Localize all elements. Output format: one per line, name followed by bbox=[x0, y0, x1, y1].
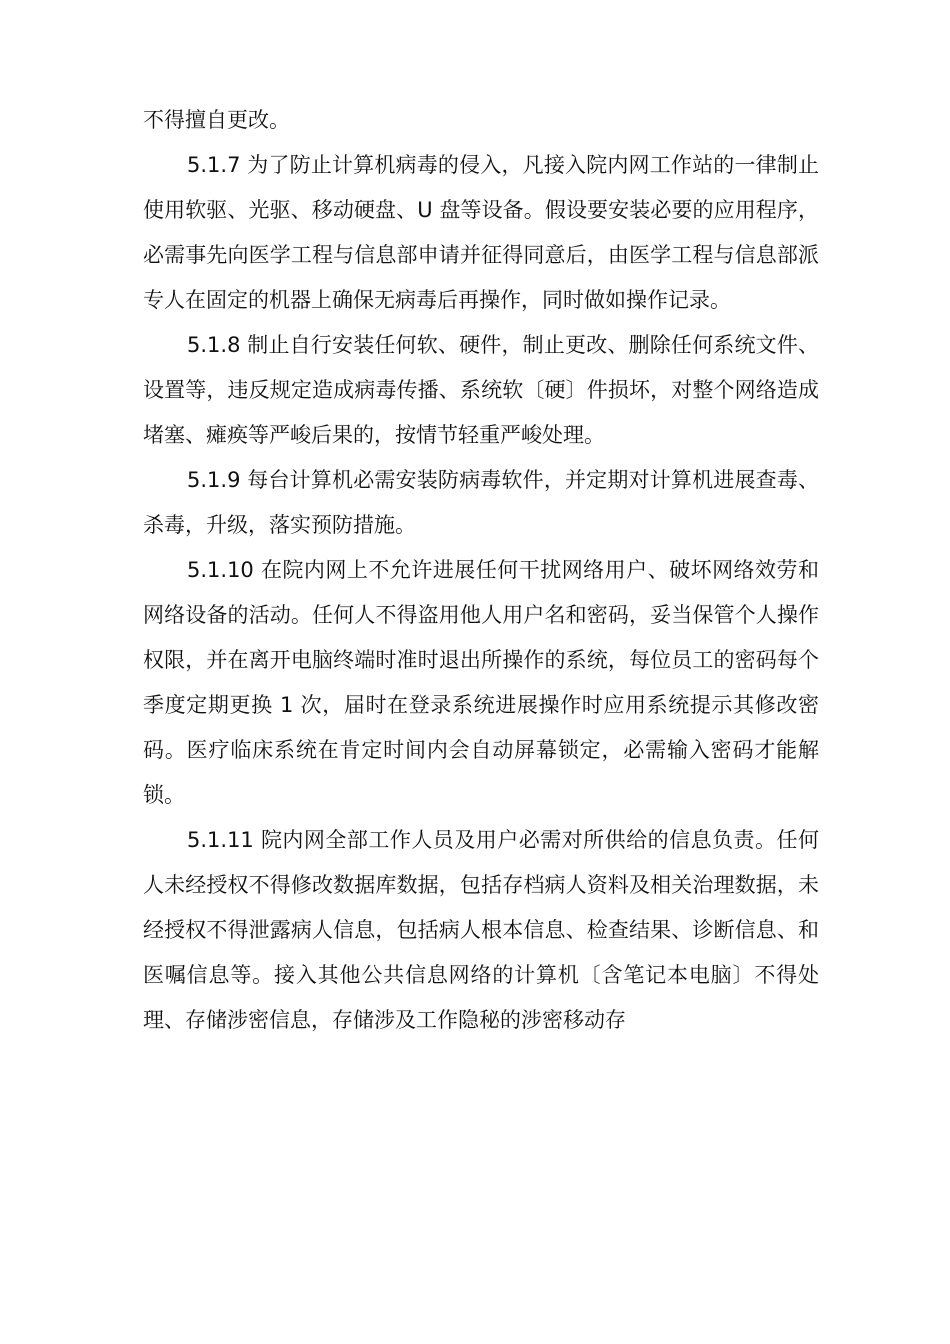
paragraph-5-1-7: 5.1.7 为了防止计算机病毒的侵入，凡接入院内网工作站的一律制止使用软驱、光驱、移动硬盘、U 盘等设备。假设要安装必要的应用程序，必需事先向医学工程与信息部申请并征得同意后，由医学工程与信息部派专人在固定的机器上确保无病毒后再操作，同时做如操作记录。 bbox=[143, 153, 819, 312]
paragraph-5-1-9: 5.1.9 每台计算机必需安装防病毒软件，并定期对计算机进展查毒、杀毒，升级，落实预防措施。 bbox=[143, 468, 819, 537]
paragraph-continuation: 不得擅自更改。 bbox=[143, 108, 290, 132]
paragraph-5-1-8: 5.1.8 制止自行安装任何软、硬件，制止更改、删除任何系统文件、设置等，违反规定造成病毒传播、系统软〔硬〕件损坏，对整个网络造成堵塞、瘫痪等严峻后果的，按情节轻重严峻处理。 bbox=[143, 333, 819, 447]
paragraph-5-1-11: 5.1.11 院内网全部工作人员及用户必需对所供给的信息负责。任何人未经授权不得修改数据库数据，包括存档病人资料及相关治理数据，未经授权不得泄露病人信息，包括病人根本信息、检查结果、诊断信息、和医嘱信息等。接入其他公共信息网络的计算机〔含笔记本电脑〕不得处理、存储涉密信息，存储涉及工作隐秘的涉密移动存 bbox=[143, 828, 819, 1032]
document-body bbox=[143, 98, 819, 1043]
paragraph-5-1-10: 5.1.10 在院内网上不允许进展任何干扰网络用户、破坏网络效劳和网络设备的活动。任何人不得盗用他人用户名和密码，妥当保管个人操作权限，并在离开电脑终端时准时退出所操作的系统，每位员工的密码每个季度定期更换 1 次，届时在登录系统进展操作时应用系统提示其修改密码。医疗临床系统在肯定时间内会自动屏幕锁定，必需输入密码才能解锁。 bbox=[143, 558, 819, 807]
